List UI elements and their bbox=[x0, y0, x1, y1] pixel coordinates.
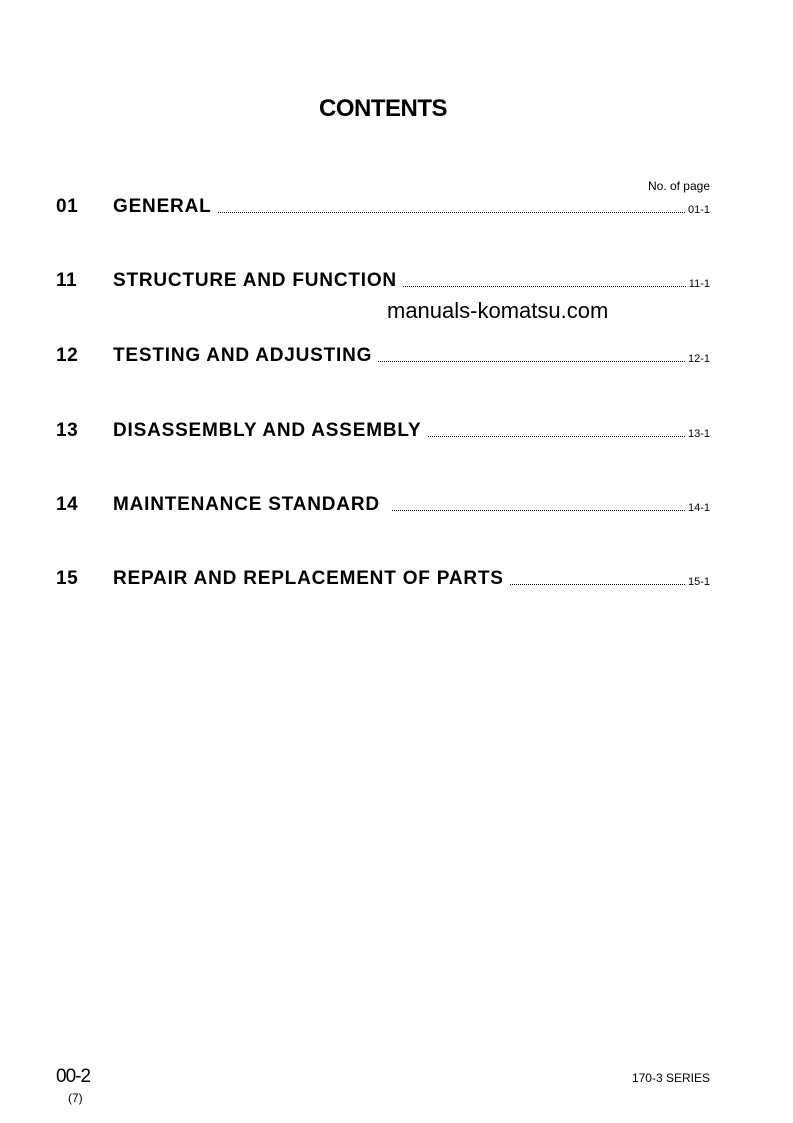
page-title: CONTENTS bbox=[319, 95, 447, 122]
toc-number: 13 bbox=[56, 420, 79, 441]
toc-entry[interactable] bbox=[56, 343, 710, 367]
toc-page: 12-1 bbox=[687, 353, 710, 365]
toc-label: DISASSEMBLY AND ASSEMBLY bbox=[113, 420, 422, 441]
footer-revision: (7) bbox=[68, 1091, 83, 1105]
toc-entry[interactable] bbox=[56, 566, 710, 590]
toc-number: 12 bbox=[56, 345, 79, 366]
toc-page: 11-1 bbox=[688, 278, 710, 290]
toc-label: TESTING AND ADJUSTING bbox=[113, 345, 373, 366]
toc-leader bbox=[428, 435, 685, 437]
toc-page: 14-1 bbox=[687, 502, 710, 514]
toc-page: 15-1 bbox=[687, 576, 710, 588]
watermark: manuals-komatsu.com bbox=[387, 298, 609, 323]
toc-entry[interactable] bbox=[56, 268, 710, 292]
toc-number: 14 bbox=[56, 494, 79, 515]
toc-leader bbox=[392, 509, 685, 511]
toc-entry[interactable] bbox=[56, 418, 710, 442]
toc-entry[interactable] bbox=[56, 492, 710, 516]
toc-leader bbox=[403, 285, 686, 287]
toc-number: 15 bbox=[56, 568, 79, 589]
toc-leader bbox=[510, 583, 685, 585]
toc-leader bbox=[378, 360, 685, 362]
toc-label: MAINTENANCE STANDARD bbox=[113, 494, 380, 515]
column-header-page: No. of page bbox=[647, 179, 710, 193]
toc-page: 01-1 bbox=[687, 204, 710, 216]
toc-entry[interactable] bbox=[56, 194, 710, 218]
toc-label: STRUCTURE AND FUNCTION bbox=[113, 270, 397, 291]
toc-leader bbox=[218, 211, 685, 213]
toc-page: 13-1 bbox=[687, 428, 710, 440]
toc-number: 11 bbox=[56, 270, 78, 291]
toc-label: GENERAL bbox=[113, 196, 212, 217]
toc-label: REPAIR AND REPLACEMENT OF PARTS bbox=[113, 568, 504, 589]
footer-page-number: 00-2 bbox=[56, 1066, 91, 1087]
footer-series: 170-3 SERIES bbox=[631, 1071, 710, 1085]
toc-number: 01 bbox=[56, 196, 79, 217]
